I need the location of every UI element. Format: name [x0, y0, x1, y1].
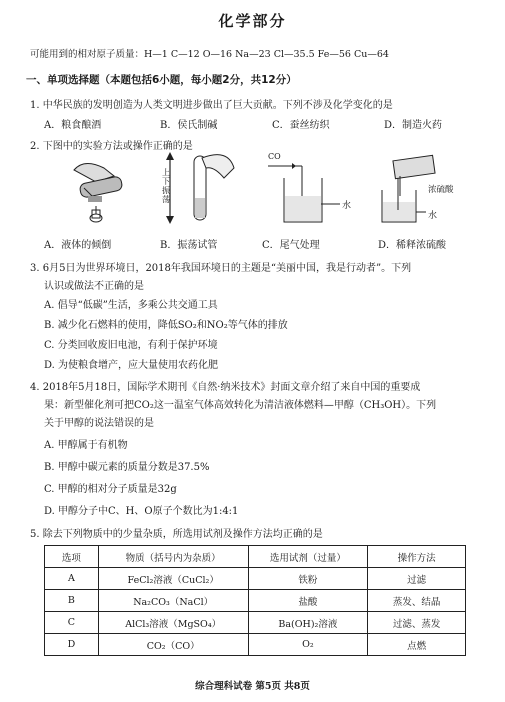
table-header-cell: 操作方法 — [368, 546, 466, 568]
q5-table — [44, 545, 466, 656]
q2-option-a: A．液体的倾倒 — [44, 240, 112, 251]
q4-option-c: C. 甲醇的相对分子质量是32g — [44, 484, 177, 495]
q4-stem-line3: 关于甲醇的说法错误的是 — [44, 418, 154, 429]
shake-label: 上下振荡 — [162, 168, 170, 204]
table-cell: 铁粉 — [248, 568, 368, 590]
page-footer: 综合理科试卷 第5页 共8页 — [195, 681, 310, 692]
q5-stem: 5. 除去下列物质中的少量杂质，所选用试剂及操作方法均正确的是 — [30, 529, 323, 540]
table-cell: 点燃 — [368, 634, 466, 656]
table-cell: Na₂CO₃（NaCl） — [98, 590, 248, 612]
table-row — [45, 612, 466, 634]
q4-stem-line2: 果：新型催化剂可把CO₂这一温室气体高效转化为清洁液体燃料—甲醇（CH₃OH）。下列 — [44, 400, 437, 411]
acid-label: 浓硫酸 — [428, 185, 454, 195]
q3-stem-line2: 认识或做法不正确的是 — [44, 281, 144, 292]
table-cell: C — [45, 612, 99, 634]
co-label: CO — [268, 152, 281, 161]
q1-option-a: A．粮食酿酒 — [44, 120, 102, 131]
q2-option-b: B．振荡试管 — [160, 240, 218, 251]
q3-option-d: D. 为使粮食增产，应大量使用农药化肥 — [44, 360, 219, 371]
water-label-d: 水 — [428, 211, 438, 221]
q2-stem: 2. 下图中的实验方法或操作正确的是 — [30, 141, 193, 152]
q1-option-c: C．蚕丝纺织 — [272, 120, 330, 131]
table-cell: Ba(OH)₂溶液 — [248, 612, 368, 634]
q3-stem-line1: 3. 6月5日为世界环境日，2018年我国环境日的主题是“美丽中国，我是行动者”。下列 — [30, 263, 412, 274]
q3-option-a: A. 倡导“低碳”生活，多乘公共交通工具 — [44, 300, 218, 311]
q2-option-c: C．尾气处理 — [262, 240, 320, 251]
q4-option-a: A. 甲醇属于有机物 — [44, 440, 128, 451]
table-cell: O₂ — [248, 634, 368, 656]
section-heading: 一、单项选择题（本题包括6小题，每小题2分，共12分） — [26, 74, 297, 86]
table-cell: 盐酸 — [248, 590, 368, 612]
table-row — [45, 634, 466, 656]
q3-option-b: B. 减少化石燃料的使用，降低SO₂和NO₂等气体的排放 — [44, 320, 288, 331]
table-header-cell: 选用试剂（过量） — [248, 546, 368, 568]
tail-gas-figure — [266, 152, 356, 228]
table-cell: 过滤 — [368, 568, 466, 590]
table-cell: A — [45, 568, 99, 590]
table-header-cell: 物质（括号内为杂质） — [98, 546, 248, 568]
table-row — [45, 568, 466, 590]
dilute-acid-figure — [376, 150, 476, 230]
q4-option-d: D. 甲醇分子中C、H、O原子个数比为1:4:1 — [44, 506, 239, 517]
water-label-c: 水 — [342, 201, 352, 211]
table-cell: 蒸发、结晶 — [368, 590, 466, 612]
q1-option-d: D．制造火药 — [384, 120, 443, 131]
page-title: 化学部分 — [218, 12, 287, 30]
q4-stem-line1: 4. 2018年5月18日，国际学术期刊《自然·纳米技术》封面文章介绍了来自中国的重要成 — [30, 382, 421, 393]
table-cell: B — [45, 590, 99, 612]
q1-option-b: B．侯氏制碱 — [160, 120, 218, 131]
q1-stem: 1. 中华民族的发明创造为人类文明进步做出了巨大贡献。下列不涉及化学变化的是 — [30, 100, 393, 111]
q2-option-d: D．稀释浓硫酸 — [378, 240, 447, 251]
table-header-cell: 选项 — [45, 546, 99, 568]
q4-option-b: B. 甲醇中碳元素的质量分数是37.5% — [44, 462, 210, 473]
table-cell: 过滤、蒸发 — [368, 612, 466, 634]
table-row — [45, 590, 466, 612]
pour-liquid-figure — [44, 150, 144, 230]
atomic-masses: 可能用到的相对原子质量：H—1 C—12 O—16 Na—23 Cl—35.5 Fe—56 Cu—64 — [30, 49, 389, 60]
table-cell: CO₂（CO） — [98, 634, 248, 656]
table-cell: FeCl₂溶液（CuCl₂） — [98, 568, 248, 590]
q3-option-c: C. 分类回收废旧电池，有利于保护环境 — [44, 340, 218, 351]
table-header-row — [45, 546, 466, 568]
table-cell: AlCl₃溶液（MgSO₄） — [98, 612, 248, 634]
table-cell: D — [45, 634, 99, 656]
